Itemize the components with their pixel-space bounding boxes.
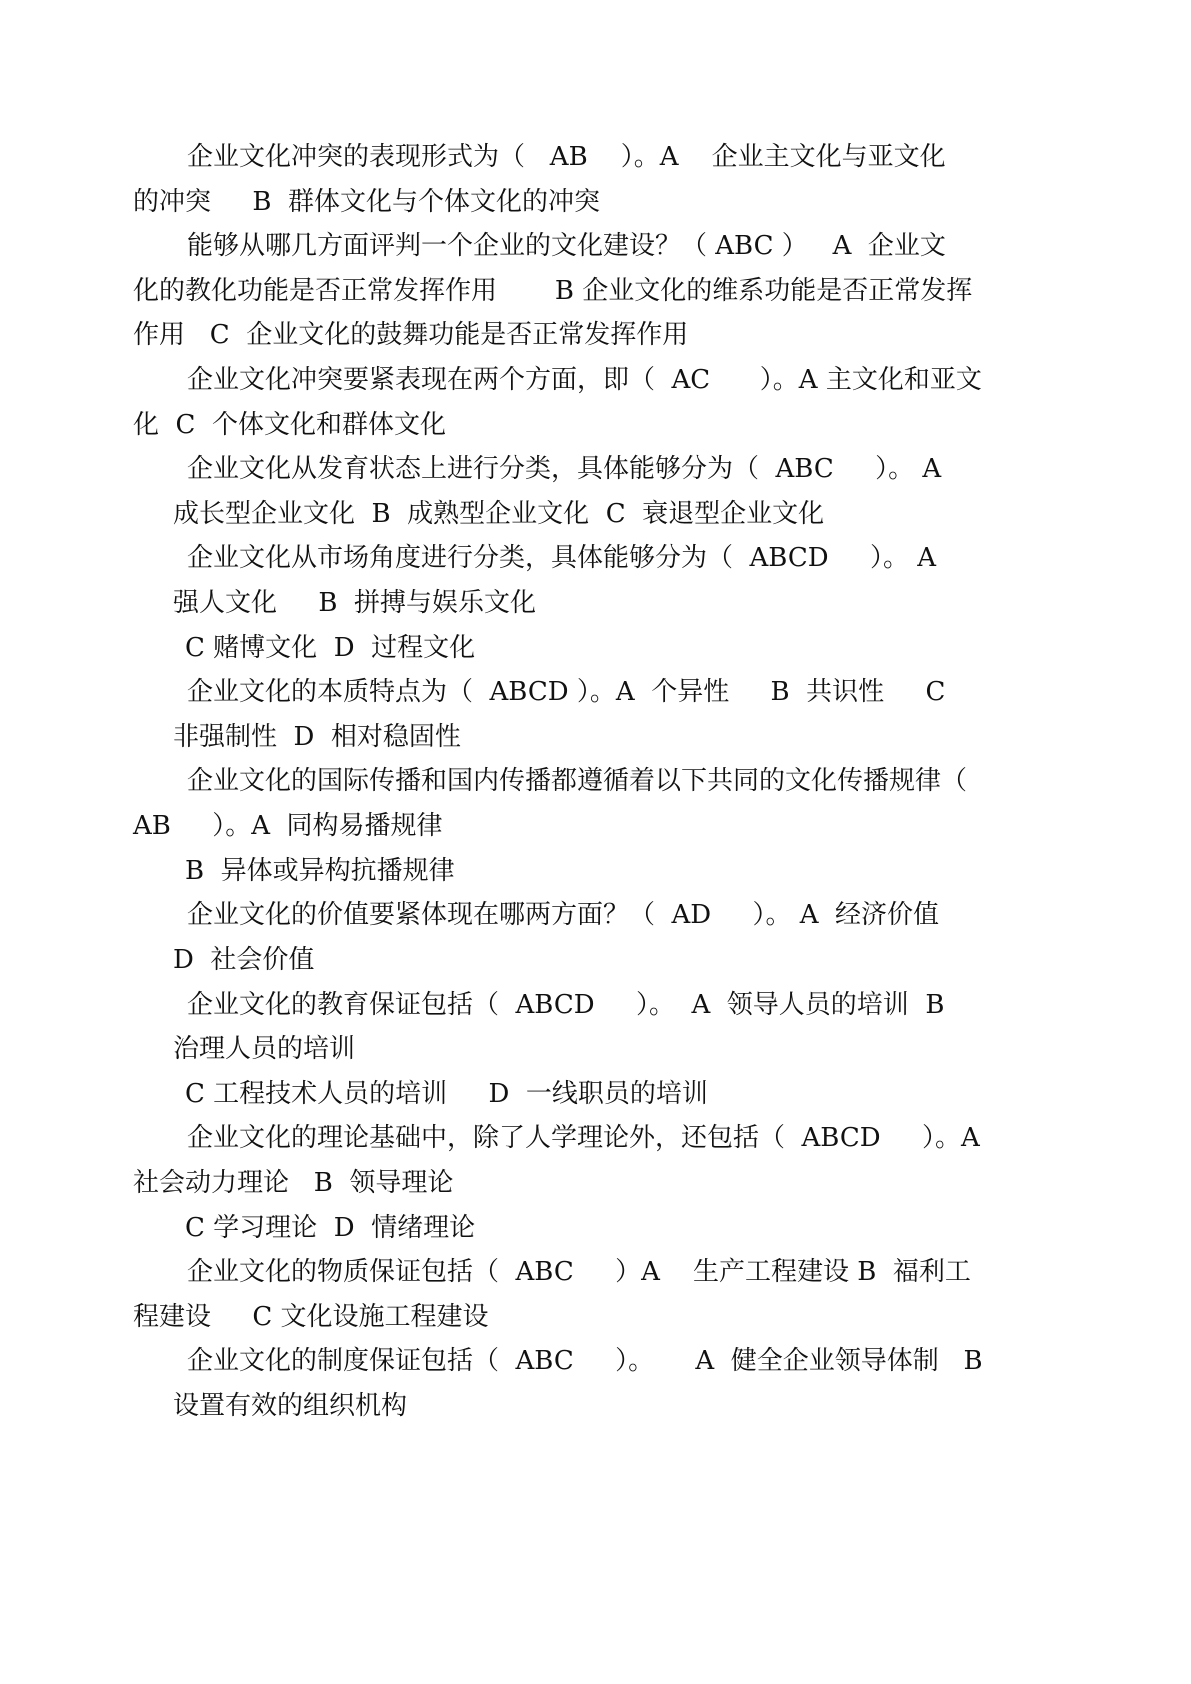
text-line: C 赌博文化 D 过程文化 — [185, 633, 476, 663]
text-line: 企业文化的教育保证包括（ ABCD ）。 A 领导人员的培训 B — [187, 990, 945, 1020]
text-line: 能够从哪几方面评判一个企业的文化建设？（ ABC ） A 企业文 — [187, 231, 946, 261]
text-line: 作用 C 企业文化的鼓舞功能是否正常发挥作用 — [133, 320, 689, 350]
text-line: D 社会价值 — [173, 945, 315, 975]
text-line: 程建设 C 文化设施工程建设 — [133, 1302, 489, 1332]
text-line: 企业文化从市场角度进行分类，具体能够分为（ ABCD ）。 A — [187, 543, 936, 573]
text-line: AB ）。A 同构易播规律 — [133, 811, 443, 841]
text-line: 非强制性 D 相对稳固性 — [173, 722, 461, 752]
text-line: C 工程技术人员的培训 D 一线职员的培训 — [185, 1079, 708, 1109]
text-line: 企业文化的理论基础中，除了人学理论外，还包括（ ABCD ）。A — [187, 1123, 980, 1153]
text-line: 企业文化的国际传播和国内传播都遵循着以下共同的文化传播规律（ — [187, 766, 968, 796]
text-line: 设置有效的组织机构 — [173, 1391, 408, 1421]
text-line: 企业文化从发育状态上进行分类，具体能够分为（ ABC ）。 A — [187, 454, 942, 484]
text-line: 化的教化功能是否正常发挥作用 B 企业文化的维系功能是否正常发挥 — [133, 276, 973, 306]
text-line: 企业文化的制度保证包括（ ABC ）。 A 健全企业领导体制 B — [187, 1346, 983, 1376]
text-line: 社会动力理论 B 领导理论 — [133, 1168, 454, 1198]
text-line: 成长型企业文化 B 成熟型企业文化 C 衰退型企业文化 — [173, 499, 825, 529]
text-line: 的冲突 B 群体文化与个体文化的冲突 — [133, 187, 600, 217]
text-line: C 学习理论 D 情绪理论 — [185, 1213, 476, 1243]
text-line: 强人文化 B 拼搏与娱乐文化 — [173, 588, 536, 618]
text-line: 企业文化冲突要紧表现在两个方面，即（ AC ）。A 主文化和亚文 — [187, 365, 982, 395]
text-line: 企业文化的物质保证包括（ ABC ）A 生产工程建设 B 福利工 — [187, 1257, 971, 1287]
text-line: 治理人员的培训 — [173, 1034, 356, 1064]
text-line: B 异体或异构抗播规律 — [185, 856, 455, 886]
text-line: 企业文化冲突的表现形式为（ AB ）。A 企业主文化与亚文化 — [187, 142, 946, 172]
text-line: 企业文化的本质特点为（ ABCD ）。A 个异性 B 共识性 C — [187, 677, 946, 707]
text-line: 企业文化的价值要紧体现在哪两方面？（ AD ）。 A 经济价值 — [187, 900, 940, 930]
text-line: 化 C 个体文化和群体文化 — [133, 410, 446, 440]
